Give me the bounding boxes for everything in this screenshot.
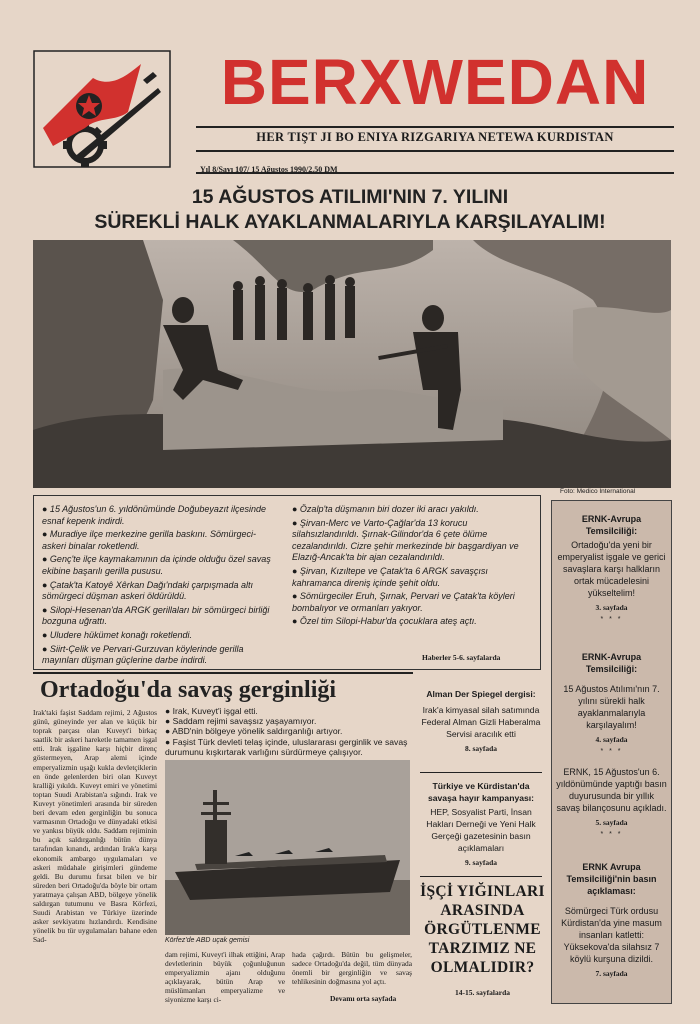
- article-column-1: Irak'taki faşist Saddam rejimi, 2 Ağustos günü, güneyinde yer alan ve küçük bir toprak parçası olan Kuveyt'i birkaç saatlik bir askeri hareketle tamamen işgal etti. Irak işgaline karşı hiçbir direnç göstermeyen, Arap alemi içinde emperyalizmin uşağı kukla devletçiklerin en önde gelenlerden biri olan Kuveyt kralliği yıkıldı. Kuveyt emiri ve yönetimi toptan Suudi Arabistan'a sığındı. Irak ve Kuveyt yönetimleri arasında bir süreden beri devam eden gerginliğin bu sonuca varmasının Ortadoğu ve dünyadaki etkisi ve yankısı büyük oldu. Saddam rejiminin bu açık saldırganlığı bütün dünya tarafından kınandı, ardından Irak'a karşı ekonomik ambargo uygulamaları ve askeri müdahale girişimleri gündeme geldi. Bu durumu fırsat bilen ve bir süreden beri Ortadoğu'da böyle bir ortam yaratmaya çalışan ABD, bölgeye yönelik saldırgan tutumunu ve Basra Körfezi, Suudi Arabistan ve Türkiye üzerinde asker sevkiyatını hızlandırdı. Kendisine yönelik bu tür uygulamaları bahane eden Sad-: [33, 708, 157, 945]
- separator-stars: * * *: [600, 831, 623, 838]
- masthead-subtitle: HER TIŞT JI BO ENIYA RIZGARIYA NETEWA KURDISTAN: [256, 130, 614, 144]
- continued-note: Devamı orta sayfada: [330, 994, 397, 1003]
- news-teaser: [420, 780, 542, 869]
- front-photo: [33, 240, 671, 488]
- sidebar: [551, 500, 672, 1004]
- teaser-divider: [420, 876, 542, 877]
- sidebar-item: [556, 513, 667, 537]
- article-bullet: ● Saddam rejimi savaşsız yaşayamıyor.: [165, 716, 317, 727]
- bullet-item: ● 15 Ağustos'un 6. yıldönümünde Doğubeyazıt ilçesinde esnaf kepenk indirdi.: [42, 504, 266, 526]
- issue-info: Yıl 8/Sayı 107/ 15 Ağustos 1990/2.50 DM: [200, 165, 338, 174]
- teaser-heading: Alman Der Spiegel dergisi:: [426, 689, 536, 699]
- sidebar-text: Ortadoğu'da yeni bir emperyalist işgale ve gerici savaşlara karşı halkların ortak mücadelesini yükseltelim!: [557, 540, 666, 598]
- sidebar-item: [556, 766, 667, 841]
- sidebar-item: [556, 861, 667, 980]
- article-column-3: hada çağırdı. Bütün bu gelişmeler, sadece Ortadoğu'da değil, tüm dünyada önemli bir gerginliğin ve savaş tehlikesinin doğmasına yol açtı.: [292, 950, 412, 987]
- headline-line-2: SÜREKLİ HALK AYAKLANMALARIYLA KARŞILAYALIM!: [94, 211, 606, 233]
- article-bullet: ● Faşist Türk devleti telaş içinde, uluslararası gerginlik ve savaş durumunu kışkırtarak varlığını sürdürmeye çalışıyor.: [165, 736, 408, 757]
- news-bullets-box: [33, 495, 541, 670]
- bullet-item: ● Genç'te ilçe kaymakamının da içinde olduğu özel savaş ekibine başarılı gerilla pususu.: [42, 554, 271, 576]
- sidebar-text: ERNK, 15 Ağustos'un 6. yıldönümünde yaptığı basın duyurusunda bir yıllık savaş bilançosunu açıkladı.: [556, 767, 667, 813]
- big-question: İŞÇİ YIĞINLARI ARASINDA ÖRGÜTLENME TARZIMIZ NE OLMALIDIR?: [420, 883, 545, 976]
- separator-stars: * * *: [600, 748, 623, 755]
- sidebar-page: 5. sayfada: [595, 818, 628, 827]
- sidebar-heading: ERNK-Avrupa Temsilciliği:: [581, 514, 642, 536]
- teaser-text: HEP, Sosyalist Parti, İnsan Hakları Derneği ve Yeni Halk Gerçeği gazetesinin basın açıklamaları: [426, 807, 536, 853]
- bullet-item: ● Uludere hükümet konağı roketlendi.: [42, 629, 193, 640]
- ship-photo-caption: Körfez'de ABD uçak gemisi: [165, 937, 250, 944]
- headline-line-1: 15 AĞUSTOS ATILIMI'NIN 7. YILINI: [191, 186, 509, 208]
- article-bullet: ● ABD'nin bölgeye yönelik saldırganlığı artıyor.: [165, 726, 343, 737]
- teaser-page: 8. sayfada: [464, 744, 498, 753]
- sidebar-heading: ERNK-Avrupa Temsilciliği:: [581, 652, 642, 674]
- bullet-item: ● Siirt-Çelik ve Pervari-Gurzuvan köylerinde gerilla mayınları düşman güçlerine darbe indirdi.: [42, 643, 244, 666]
- article-bullets: [165, 706, 415, 757]
- sidebar-heading: ERNK Avrupa Temsilciliği'nin basın açıklaması:: [566, 862, 657, 896]
- sidebar-text: Sömürgeci Türk ordusu Kürdistan'da yine masum insanları katletti: Yüksekova'da silahsız 7 köylü kurşuna dizildi.: [561, 906, 662, 964]
- bullet-item: ● Muradiye ilçe merkezine gerilla baskını. Sömürgeci-askeri binalar roketlendi.: [42, 529, 257, 551]
- news-teaser: [420, 688, 542, 755]
- sidebar-item: [556, 539, 667, 626]
- sidebar-page: 3. sayfada: [595, 603, 628, 612]
- ship-photo: [165, 760, 410, 935]
- big-question-page: 14-15. sayfalarda: [455, 988, 510, 997]
- teaser-page: 9. sayfada: [464, 858, 498, 867]
- sidebar-page: 4. sayfada: [595, 735, 628, 744]
- masthead-rule: [196, 126, 674, 128]
- logo: [33, 50, 171, 168]
- bullet-item: ● Özalp'ta düşmanın biri dozer iki aracı yakıldı.: [292, 504, 479, 514]
- bullets-right: [292, 504, 532, 630]
- masthead-title: BERXWEDAN: [220, 46, 650, 118]
- teaser-text: Irak'a kimyasal silah satımında Federal Alman Gizli Haberalma Servisi aracılık etti: [421, 705, 541, 739]
- sidebar-text: 15 Ağustos Atılımı'nın 7. yılını sürekli halk ayaklanmalarıyla karşılayalım!: [563, 684, 660, 730]
- main-headline: [30, 185, 670, 235]
- teaser-heading: Türkiye ve Kürdistan'da savaşa hayır kampanyası:: [427, 781, 535, 803]
- sidebar-item: [556, 651, 667, 758]
- bullet-item: ● Özel tim Silopi-Habur'da çocuklara ateş açtı.: [292, 616, 477, 627]
- bullet-item: ● Sömürgeciler Eruh, Şırnak, Pervari ve Çatak'ta köyleri bombalıyor ve ormanları yakıyor.: [292, 591, 515, 613]
- subtitle-rule: [196, 150, 674, 152]
- bullet-item: ● Silopi-Hesenan'da ARGK gerillaları bir sömürgeci birliği bozguna uğrattı.: [42, 604, 270, 627]
- bullet-item: ● Çatak'ta Katoyê Xêrkan Dağı'ndaki çarpışmada altı sömürgeci düşman askeri öldürüldü.: [42, 579, 253, 602]
- article-title: Ortadoğu'da savaş gerginliği: [40, 677, 337, 703]
- bullet-item: ● Şirvan, Kızıltepe ve Çatak'ta 6 ARGK savaşçısı kahramanca direniş içinde şehit oldu.: [292, 565, 488, 588]
- sidebar-page: 7. sayfada: [595, 969, 628, 978]
- bullets-footer: Haberler 5-6. sayfalarda: [422, 653, 501, 662]
- bullet-item: ● Şirvan-Merc ve Varto-Çağlar'da 13 korucu silahsızlandırıldı. Şırnak-Gilindor'da 6 çete ölüme cezalandırıldı. Cizre şehir merkezinde bir başgardiyan ve Elazığ-Ancak'ta bir ajan cezalandırıldı.: [292, 517, 519, 563]
- article-bullet: ● Irak, Kuveyt'i işgal etti.: [165, 706, 258, 716]
- separator-stars: * * *: [600, 616, 623, 623]
- teaser-divider: [420, 772, 542, 773]
- photo-credit: Foto: Medico International: [560, 488, 636, 495]
- bullets-left: [42, 504, 280, 669]
- article-column-2: dam rejimi, Kuveyt'i ilhak ettiğini, Arap devletlerinin büyük çoğunluğunun emperyalizmin ajanı olduğunu açıklayarak, bütün Arap ve müslümanları emperyalizme ve siyonizme karşı ci-: [165, 950, 285, 1005]
- article-rule: [33, 672, 413, 674]
